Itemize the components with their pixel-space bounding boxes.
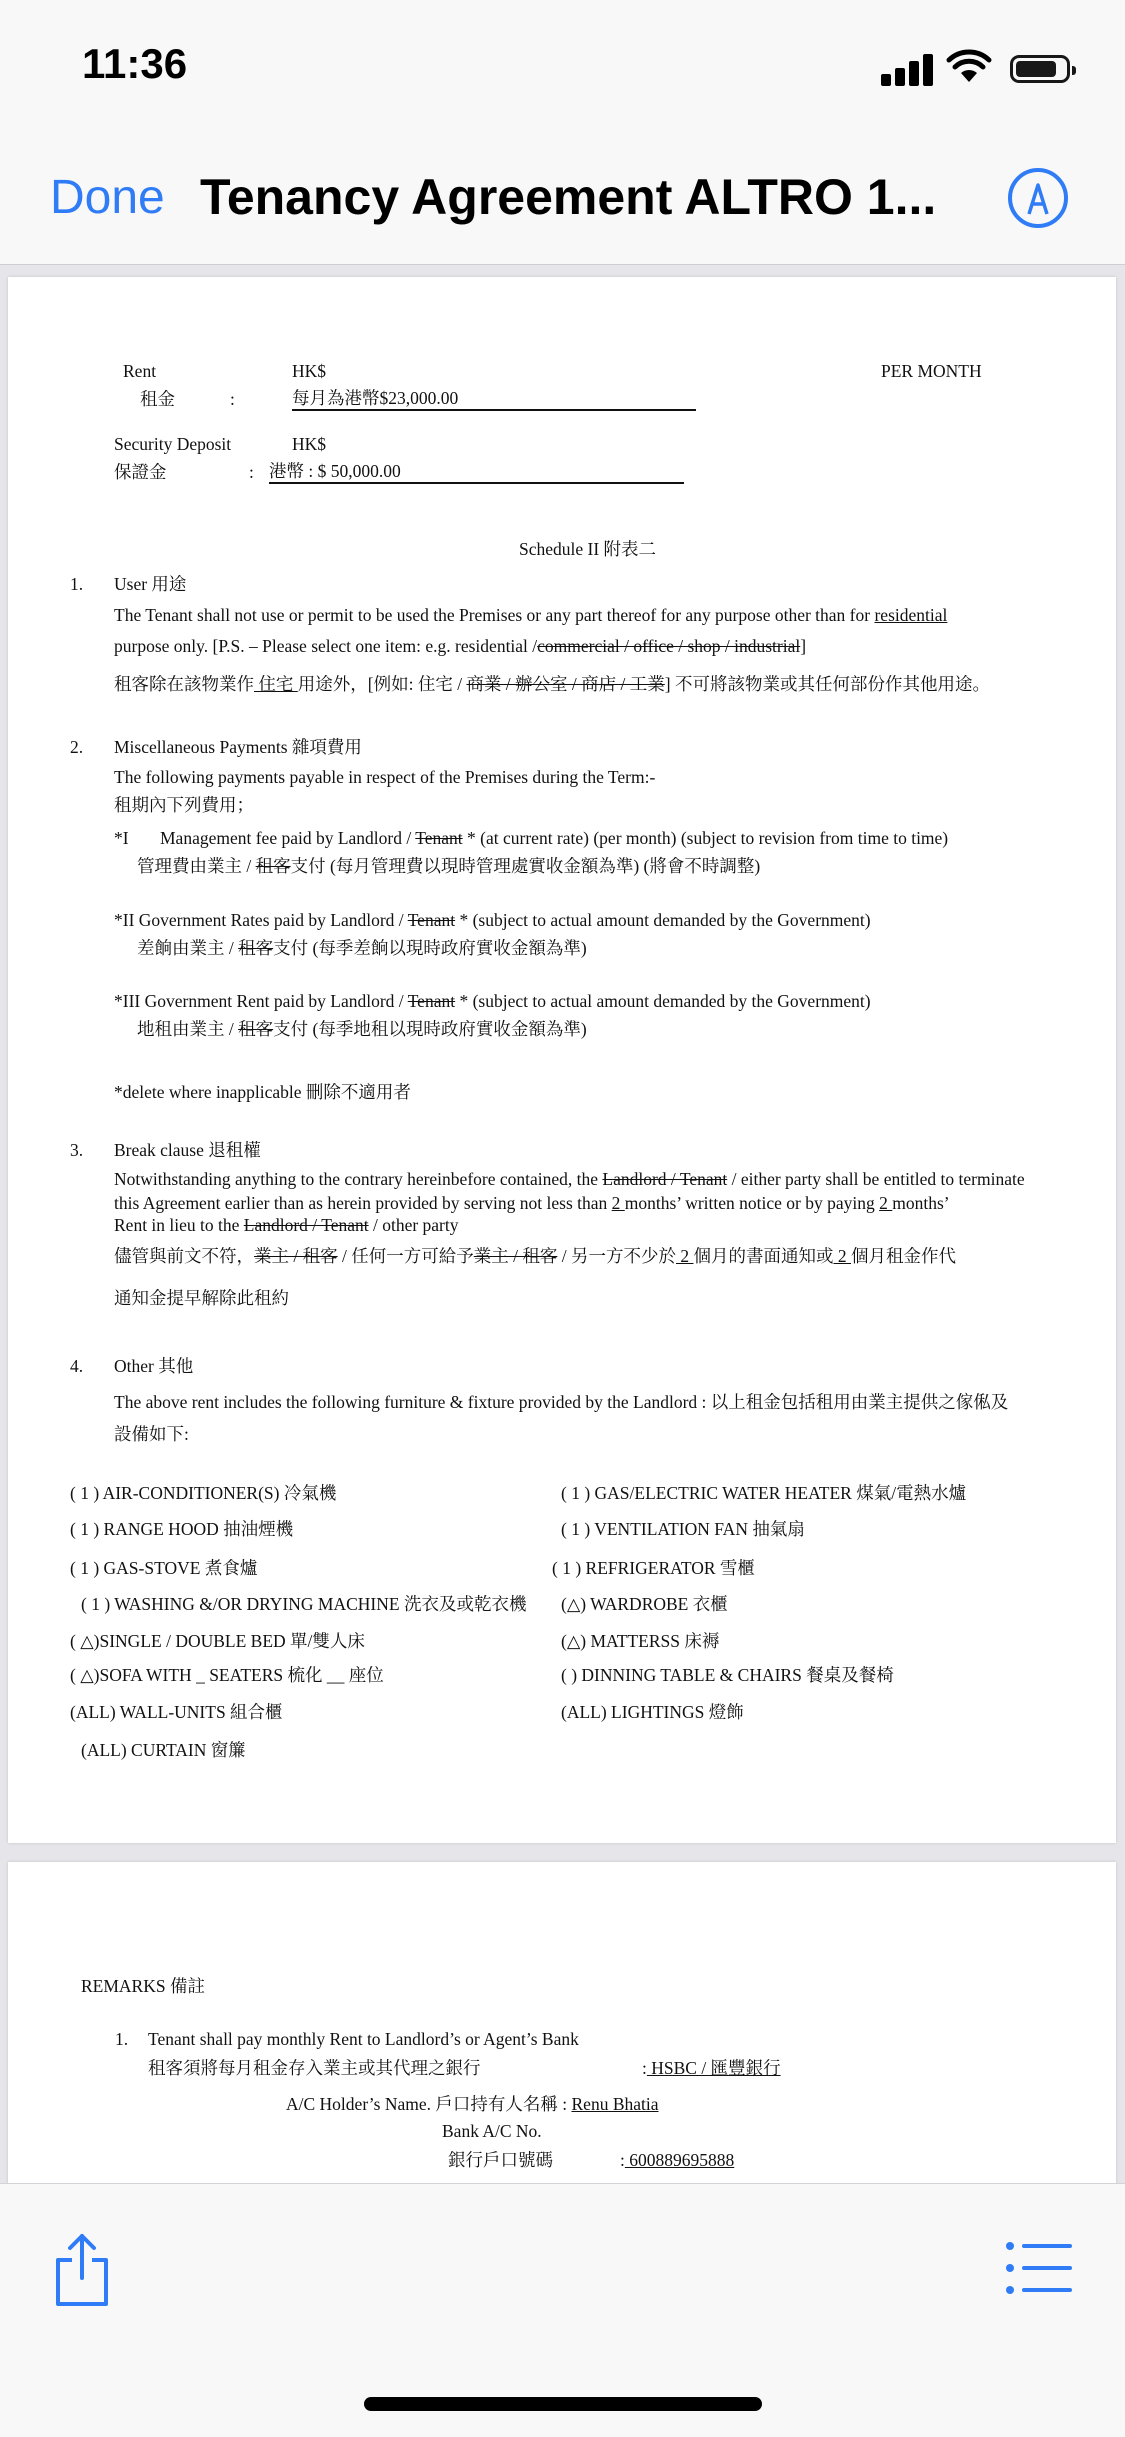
text-segment: 保證金 (114, 462, 167, 482)
text-segment: ( 1 ) GAS-STOVE 煮食爐 (70, 1558, 258, 1578)
doc-line-rent-value (292, 387, 696, 411)
doc-line-rm-acno-val (620, 2148, 734, 2172)
text-segment: 港幣 : $ 50,000.00 (269, 461, 401, 481)
filled-in-value: 2 (611, 1193, 625, 1213)
text-segment: : (620, 2150, 625, 2170)
text-segment: ( 1 ) RANGE HOOD 抽油煙機 (70, 1519, 294, 1539)
text-segment: 用途外，[例如: 住宅 / (297, 674, 467, 694)
text-segment: A/C Holder’s Name. 戶口持有人名稱 : (286, 2094, 572, 2114)
home-indicator[interactable] (364, 2397, 762, 2411)
doc-line-dep-label (114, 432, 231, 456)
doc-line-n2 (70, 735, 83, 759)
struck-text: Tenant (415, 828, 463, 848)
doc-line-item-1r (561, 1481, 966, 1505)
doc-line-user-2 (114, 634, 806, 658)
doc-line-item-8l (81, 1738, 246, 1762)
text-segment: : (642, 2058, 647, 2078)
text-segment: *III Government Rent paid by Landlord / (114, 991, 408, 1011)
filled-in-value: 2 (676, 1246, 694, 1266)
doc-line-rm-bank (642, 2056, 781, 2080)
doc-line-rm-1 (148, 2027, 579, 2051)
doc-line-item-6l (70, 1663, 384, 1687)
text-segment: 個月租金作代 (851, 1246, 956, 1266)
text-segment: 支付 (每季地租以現時政府實收金額為準) (273, 1019, 587, 1039)
doc-line-rm-acno (442, 2119, 542, 2143)
doc-line-item-3r (552, 1556, 755, 1580)
text-segment: (ALL) CURTAIN 窗簾 (81, 1740, 246, 1760)
text-segment: The following payments payable in respect of the Premises during the Term:- (114, 767, 656, 787)
text-segment: 租期內下列費用； (114, 795, 254, 815)
text-segment: 儘管與前文不符， (114, 1246, 254, 1266)
struck-text: commercial / office / shop / industrial (537, 636, 801, 656)
text-segment: : (230, 389, 235, 409)
doc-line-misc-note (114, 1080, 411, 1104)
text-segment: PER MONTH (881, 361, 982, 381)
struck-text: 租客 (238, 1019, 274, 1039)
doc-line-misc-title (114, 735, 362, 759)
doc-line-break-4 (114, 1244, 956, 1268)
text-segment: Management fee paid by Landlord / (160, 828, 416, 848)
doc-line-rm-holder (286, 2092, 659, 2116)
cellular-signal-icon (881, 52, 935, 86)
text-segment: ( ) DINNING TABLE & CHAIRS 餐桌及餐椅 (561, 1665, 894, 1685)
text-segment: Other 其他 (114, 1356, 194, 1376)
text-segment: this Agreement earlier than as herein provided by serving not less than (114, 1193, 612, 1213)
text-segment: REMARKS 備註 (81, 1976, 205, 1996)
text-segment: * (subject to actual amount demanded by the Government) (455, 910, 871, 930)
doc-line-misc-ii-zh (137, 936, 587, 960)
doc-line-misc-iii (114, 989, 871, 1013)
doc-line-item-1l (70, 1481, 336, 1505)
text-segment: (△) WARDROBE 衣櫃 (561, 1594, 728, 1614)
doc-line-item-2r (561, 1517, 805, 1541)
doc-line-n1 (70, 572, 83, 596)
filled-in-value: HSBC / 匯豐銀行 (646, 2058, 781, 2078)
doc-line-dep-colon (249, 460, 254, 484)
text-segment: 租金 (140, 389, 175, 409)
text-segment: Notwithstanding anything to the contrary hereinbefore contained, the (114, 1169, 603, 1189)
text-segment: ( 1 ) AIR-CONDITIONER(S) 冷氣機 (70, 1483, 337, 1503)
filled-in-value: 住宅 (254, 674, 298, 694)
text-segment: Bank A/C No. (442, 2121, 542, 2141)
doc-line-misc-2 (114, 793, 254, 817)
doc-line-remarks (81, 1974, 205, 1998)
text-segment: : (249, 462, 254, 482)
text-segment: 支付 (每月管理費以現時管理處實收金額為準) (將會不時調整) (290, 856, 761, 876)
struck-text: Tenant (407, 991, 456, 1011)
status-time: 11:36 (82, 40, 188, 87)
doc-line-schedule (519, 537, 656, 561)
text-segment: months’ written notice or by paying (624, 1193, 880, 1213)
battery-icon (1010, 55, 1070, 83)
doc-line-rent-label (123, 359, 156, 383)
text-segment: ( 1 ) REFRIGERATOR 雪櫃 (552, 1558, 755, 1578)
doc-line-user-title (114, 572, 186, 596)
doc-line-break-title (114, 1138, 261, 1162)
text-segment: / 另一方不少於 (557, 1246, 676, 1266)
text-segment: 3. (70, 1140, 84, 1160)
filled-in-value: Renu Bhatia (571, 2094, 659, 2114)
doc-line-dep-cur (292, 432, 326, 456)
markup-pen-icon[interactable] (1008, 168, 1068, 228)
text-segment: *I (114, 828, 129, 848)
text-segment: 4. (70, 1356, 84, 1376)
done-button[interactable]: Done (50, 171, 165, 224)
text-segment: Security Deposit (114, 434, 232, 454)
text-segment: 差餉由業主 / (137, 938, 239, 958)
struck-text: 業主 / 租客 (254, 1246, 338, 1266)
text-segment: * (at current rate) (per month) (subject to revision from time to time) (462, 828, 949, 848)
text-segment: Schedule II 附表二 (519, 539, 657, 559)
doc-line-user-3 (114, 672, 990, 696)
text-segment: 2. (70, 737, 84, 757)
text-segment: ] 不可將該物業或其任何部份作其他用途。 (664, 674, 990, 694)
doc-line-item-4r (561, 1592, 728, 1616)
text-segment: HK$ (292, 434, 327, 454)
doc-line-dep-zh (114, 460, 167, 484)
doc-line-per-month (881, 359, 982, 383)
text-segment: *II Government Rates paid by Landlord / (114, 910, 408, 930)
struck-text: Tenant (407, 910, 456, 930)
doc-line-misc-1 (114, 765, 655, 789)
text-segment: *delete where inapplicable 刪除不適用者 (114, 1082, 411, 1102)
text-segment: / 任何一方可給予 (337, 1246, 474, 1266)
text-segment: 1. (70, 574, 84, 594)
doc-line-other-title (114, 1354, 193, 1378)
doc-line-rent-cur (292, 359, 326, 383)
doc-line-item-3l (70, 1556, 257, 1580)
text-segment: 1. (115, 2029, 129, 2049)
struck-text: 租客 (238, 938, 274, 958)
doc-line-other-2 (114, 1422, 189, 1446)
text-segment: 租客須將每月租金存入業主或其代理之銀行 (148, 2058, 481, 2078)
doc-line-break-3 (114, 1213, 459, 1237)
struck-text: 租客 (255, 856, 291, 876)
text-segment: HK$ (292, 361, 327, 381)
text-segment: 通知金提早解除此租約 (114, 1288, 289, 1308)
doc-line-misc-i (160, 826, 948, 850)
doc-line-item-6r (561, 1663, 894, 1687)
doc-line-rm-2 (148, 2056, 481, 2080)
text-segment: ] (800, 636, 807, 656)
filled-in-value: residential (874, 605, 948, 625)
top-bar (0, 0, 1125, 265)
filled-in-value: 2 (879, 1193, 893, 1213)
doc-line-break-1 (114, 1167, 1025, 1191)
doc-line-rent-colon (230, 387, 235, 411)
text-segment: Miscellaneous Payments 雜項費用 (114, 737, 362, 757)
list-icon[interactable] (1004, 2240, 1074, 2296)
text-segment: (ALL) WALL-UNITS 組合櫃 (70, 1702, 283, 1722)
text-segment: User 用途 (114, 574, 187, 594)
filled-in-value: 2 (833, 1246, 851, 1266)
text-segment: 銀行戶口號碼 (448, 2150, 553, 2170)
text-segment: (ALL) LIGHTINGS 燈飾 (561, 1702, 744, 1722)
doc-line-other-1 (114, 1390, 1008, 1414)
document-page-2 (8, 1862, 1116, 2192)
document-page-1 (8, 277, 1116, 1843)
text-segment: ( △)SINGLE / DOUBLE BED 單/雙人床 (70, 1631, 365, 1651)
doc-line-item-2l (70, 1517, 293, 1541)
doc-line-dep-value (269, 460, 684, 484)
text-segment: 支付 (每季差餉以現時政府實收金額為準) (273, 938, 587, 958)
text-segment: Tenant shall pay monthly Rent to Landlord’s or Agent’s Bank (148, 2029, 579, 2049)
text-segment: * (subject to actual amount demanded by the Government) (455, 991, 871, 1011)
share-icon[interactable] (52, 2232, 112, 2308)
doc-line-item-5l (70, 1629, 365, 1653)
text-segment: 每月為港幣$23,000.00 (292, 388, 459, 408)
document-title: Tenancy Agreement ALTRO 1... (200, 169, 937, 225)
doc-line-misc-i-zh (137, 854, 760, 878)
text-segment: 個月的書面通知或 (693, 1246, 834, 1266)
doc-line-item-7r (561, 1700, 744, 1724)
struck-text: Landlord / Tenant (602, 1169, 728, 1189)
text-segment: Break clause 退租權 (114, 1140, 261, 1160)
text-segment: 地租由業主 / (137, 1019, 239, 1039)
text-segment: purpose only. [P.S. – Please select one item: e.g. residential / (114, 636, 538, 656)
filled-in-value: 600889695888 (624, 2150, 735, 2170)
text-segment: 管理費由業主 / (137, 856, 256, 876)
text-segment: / other party (368, 1215, 459, 1235)
doc-line-n4 (70, 1354, 83, 1378)
doc-line-rent-zh (140, 387, 175, 411)
doc-line-misc-ii (114, 908, 871, 932)
doc-line-n3 (70, 1138, 83, 1162)
doc-line-item-4l (81, 1592, 526, 1616)
doc-line-item-7l (70, 1700, 283, 1724)
doc-line-item-5r (561, 1629, 719, 1653)
doc-line-misc-i-mark (114, 826, 129, 850)
doc-line-break-5 (114, 1286, 289, 1310)
struck-text: Landlord / Tenant (243, 1215, 369, 1235)
text-segment: 設備如下: (114, 1424, 189, 1444)
doc-line-misc-iii-zh (137, 1017, 587, 1041)
text-segment: The Tenant shall not use or permit to be used the Premises or any part thereof for any purpose other than for (114, 605, 875, 625)
text-segment: ( 1 ) GAS/ELECTRIC WATER HEATER 煤氣/電熱水爐 (561, 1483, 967, 1503)
doc-line-rm-acno-zh (448, 2148, 553, 2172)
text-segment: (△) MATTERSS 床褥 (561, 1631, 720, 1651)
text-segment: ( △)SOFA WITH _ SEATERS 梳化 __ 座位 (70, 1665, 384, 1685)
doc-line-user-1 (114, 603, 947, 627)
struck-text: 業主 / 租客 (473, 1246, 558, 1266)
text-segment: ( 1 ) WASHING &/OR DRYING MACHINE 洗衣及或乾衣機 (81, 1594, 527, 1614)
text-segment: The above rent includes the following furniture & fixture provided by the Landlord : 以上租金包括租用由業主提供之傢俬及 (114, 1392, 1009, 1412)
struck-text: 商業 / 辦公室 / 商店 / 工業 (466, 674, 665, 694)
text-segment: / either party shall be entitled to terminate (727, 1169, 1025, 1189)
text-segment: months’ (892, 1193, 950, 1213)
wifi-icon (946, 48, 992, 84)
doc-line-break-2 (114, 1191, 950, 1215)
text-segment: ( 1 ) VENTILATION FAN 抽氣扇 (561, 1519, 805, 1539)
text-segment: 租客除在該物業作 (114, 674, 254, 694)
text-segment: Rent (123, 361, 157, 381)
text-segment: Rent in lieu to the (114, 1215, 244, 1235)
doc-line-rm-n1 (115, 2027, 128, 2051)
